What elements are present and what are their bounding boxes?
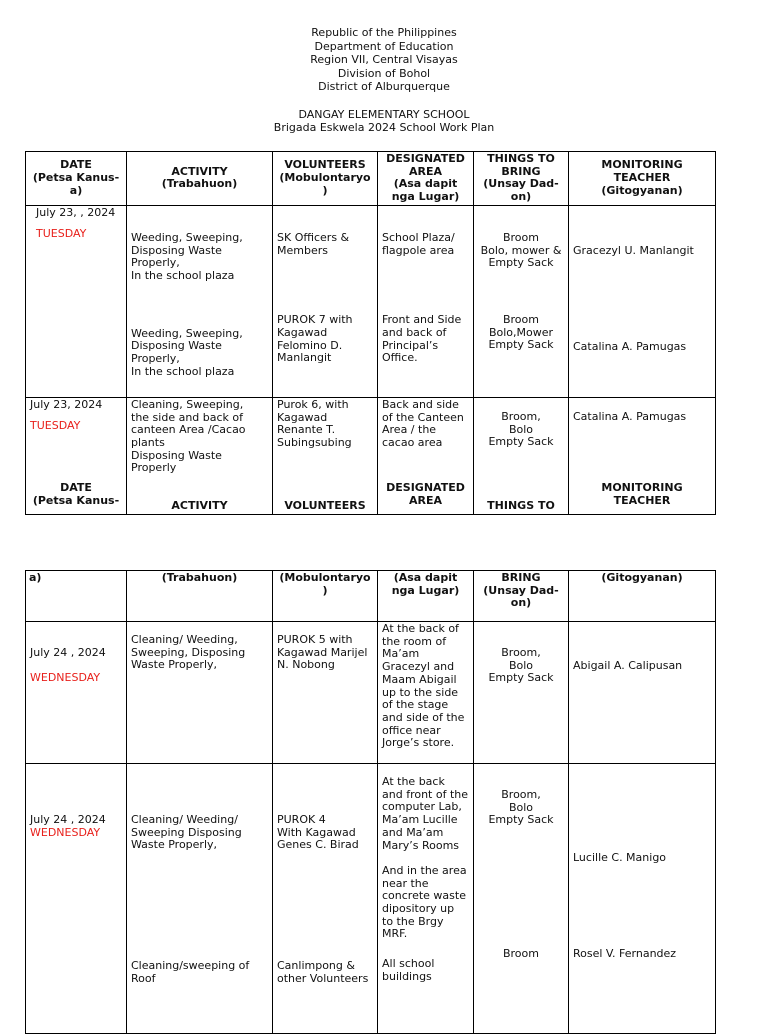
area-cell: Back and side of the Canteen Area / the cacao area <box>378 397 474 481</box>
things-cell <box>474 622 569 764</box>
table-row <box>26 622 716 764</box>
school-name: DANGAY ELEMENTARY SCHOOL <box>298 107 470 121</box>
things-cell <box>474 764 569 1034</box>
things-text: Broom Bolo,Mower Empty Sack <box>488 312 554 352</box>
volunteers-cell <box>273 622 378 764</box>
letterhead <box>0 26 768 135</box>
things-text: Broom, Bolo Empty Sack <box>488 409 554 449</box>
plan-title: Brigada Eskwela 2024 School Work Plan <box>273 121 495 135</box>
things-cell <box>474 205 569 397</box>
spacer <box>0 94 768 108</box>
day-text: TUESDAY <box>36 226 87 240</box>
things-text: Broom, Bolo Empty Sack <box>488 788 554 827</box>
work-plan-table-1 <box>25 151 716 515</box>
teacher-text: Gracezyl U. Manlangit <box>573 243 694 257</box>
activity-cell <box>127 764 273 1034</box>
teacher-cell <box>569 397 716 481</box>
area-cell: At the back of the room of Ma’am Gracezyl and Maam Abigail up to the side of the stage and side of the office near Jorge’s store. <box>378 622 474 764</box>
date-cell <box>26 764 127 1034</box>
activity-text: Cleaning/sweeping of Roof <box>131 959 250 985</box>
activity-cell: Cleaning, Sweeping, the side and back of canteen Area /Cacao plants Disposing Waste Properly <box>127 397 273 481</box>
table-header-row-repeat <box>26 481 716 514</box>
date-text: July 23, , 2024 <box>36 205 116 219</box>
col-teacher-header: MONITORING TEACHER <box>569 481 716 514</box>
teacher-text: Catalina A. Pamugas <box>573 409 687 423</box>
area-text: Front and Side and back of Principal’s Office. <box>382 313 462 365</box>
area-text: School Plaza/ flagpole area <box>382 230 455 257</box>
volunteers-cell: Purok 6, with Kagawad Renante T. Subingsubing <box>273 397 378 481</box>
col-date-header: DATE (Petsa Kanus- a) <box>26 152 127 206</box>
teacher-text: Lucille C. Manigo <box>573 851 667 864</box>
volunteers-text: PUROK 4 With Kagawad Genes C. Birad <box>277 813 359 852</box>
col-things-header: THINGS TO <box>474 481 569 514</box>
col-teacher-header: (Gitogyanan) <box>569 571 716 622</box>
volunteers-cell <box>273 764 378 1034</box>
area-cell <box>378 764 474 1034</box>
table-row <box>26 397 716 481</box>
col-teacher-header: MONITORING TEACHER (Gitogyanan) <box>569 152 716 206</box>
col-activity-header: ACTIVITY <box>127 481 273 514</box>
volunteers-text: Canlimpong & other Volunteers <box>277 959 369 985</box>
teacher-text: Rosel V. Fernandez <box>573 946 677 960</box>
letterhead-line: Division of Bohol <box>337 66 431 80</box>
activity-text: Cleaning/ Weeding/ Sweeping Disposing Waste Properly, <box>131 813 242 852</box>
activity-text: Weeding, Sweeping, Disposing Waste Properly, In the school plaza <box>131 326 243 378</box>
teacher-cell <box>569 622 716 764</box>
letterhead-line: Region VII, Central Visayas <box>310 53 458 67</box>
teacher-text: Catalina A. Pamugas <box>573 339 687 353</box>
volunteers-text: PUROK 5 with Kagawad Marijel N. Nobong <box>277 633 368 672</box>
area-text: At the back and front of the computer Lab, Ma’am Lucille and Ma’am Mary’s Rooms And in the area near the concrete waste dipository up to the Brgy MRF. <box>382 775 469 941</box>
col-area-header: (Asa dapit nga Lugar) <box>378 571 474 622</box>
col-volunteers-header: (Mobulontaryo ) <box>273 571 378 622</box>
date-cell <box>26 397 127 481</box>
date-text: July 24 , 2024 <box>30 813 106 826</box>
col-area-header: DESIGNATED AREA (Asa dapit nga Lugar) <box>378 152 474 206</box>
area-text: All school buildings <box>382 957 435 983</box>
col-volunteers-header: VOLUNTEERS <box>273 481 378 514</box>
volunteers-text: SK Officers & Members <box>277 230 350 257</box>
things-text: Broom <box>502 947 539 961</box>
activity-text: Cleaning/ Weeding, Sweeping, Disposing Waste Properly, <box>131 633 246 672</box>
letterhead-line: District of Alburquerque <box>318 80 450 94</box>
col-date-header: a) <box>26 571 127 622</box>
col-area-header: DESIGNATED AREA <box>378 481 474 514</box>
letterhead-line: Department of Education <box>314 39 454 53</box>
day-text: WEDNESDAY <box>30 825 101 839</box>
day-text: TUESDAY <box>30 418 81 432</box>
volunteers-text: PUROK 7 with Kagawad Felomino D. Manlangit <box>277 313 353 365</box>
table-header-row-continued <box>26 571 716 622</box>
activity-cell <box>127 205 273 397</box>
date-text: July 24 , 2024 <box>30 646 106 659</box>
col-volunteers-header: VOLUNTEERS (Mobulontaryo ) <box>273 152 378 206</box>
table-row <box>26 205 716 397</box>
things-text: Broom Bolo, mower & Empty Sack <box>480 230 562 270</box>
col-activity-header: ACTIVITY (Trabahuon) <box>127 152 273 206</box>
activity-cell <box>127 622 273 764</box>
col-things-header: BRING (Unsay Dad- on) <box>474 571 569 622</box>
work-plan-table-2 <box>25 570 716 1034</box>
area-cell <box>378 205 474 397</box>
things-text: Broom, Bolo Empty Sack <box>488 646 554 685</box>
date-cell <box>26 622 127 764</box>
col-date-header: DATE (Petsa Kanus- <box>26 481 127 514</box>
col-activity-header: (Trabahuon) <box>127 571 273 622</box>
col-things-header: THINGS TO BRING (Unsay Dad- on) <box>474 152 569 206</box>
date-cell <box>26 205 127 397</box>
table-header-row <box>26 152 716 206</box>
activity-text: Weeding, Sweeping, Disposing Waste Properly, In the school plaza <box>131 230 243 282</box>
volunteers-cell <box>273 205 378 397</box>
teacher-cell <box>569 205 716 397</box>
table-row <box>26 764 716 1034</box>
day-text: WEDNESDAY <box>30 670 101 684</box>
things-cell <box>474 397 569 481</box>
teacher-text: Abigail A. Calipusan <box>573 659 683 672</box>
date-text: July 23, 2024 <box>30 397 103 411</box>
letterhead-line: Republic of the Philippines <box>311 26 457 39</box>
teacher-cell <box>569 764 716 1034</box>
